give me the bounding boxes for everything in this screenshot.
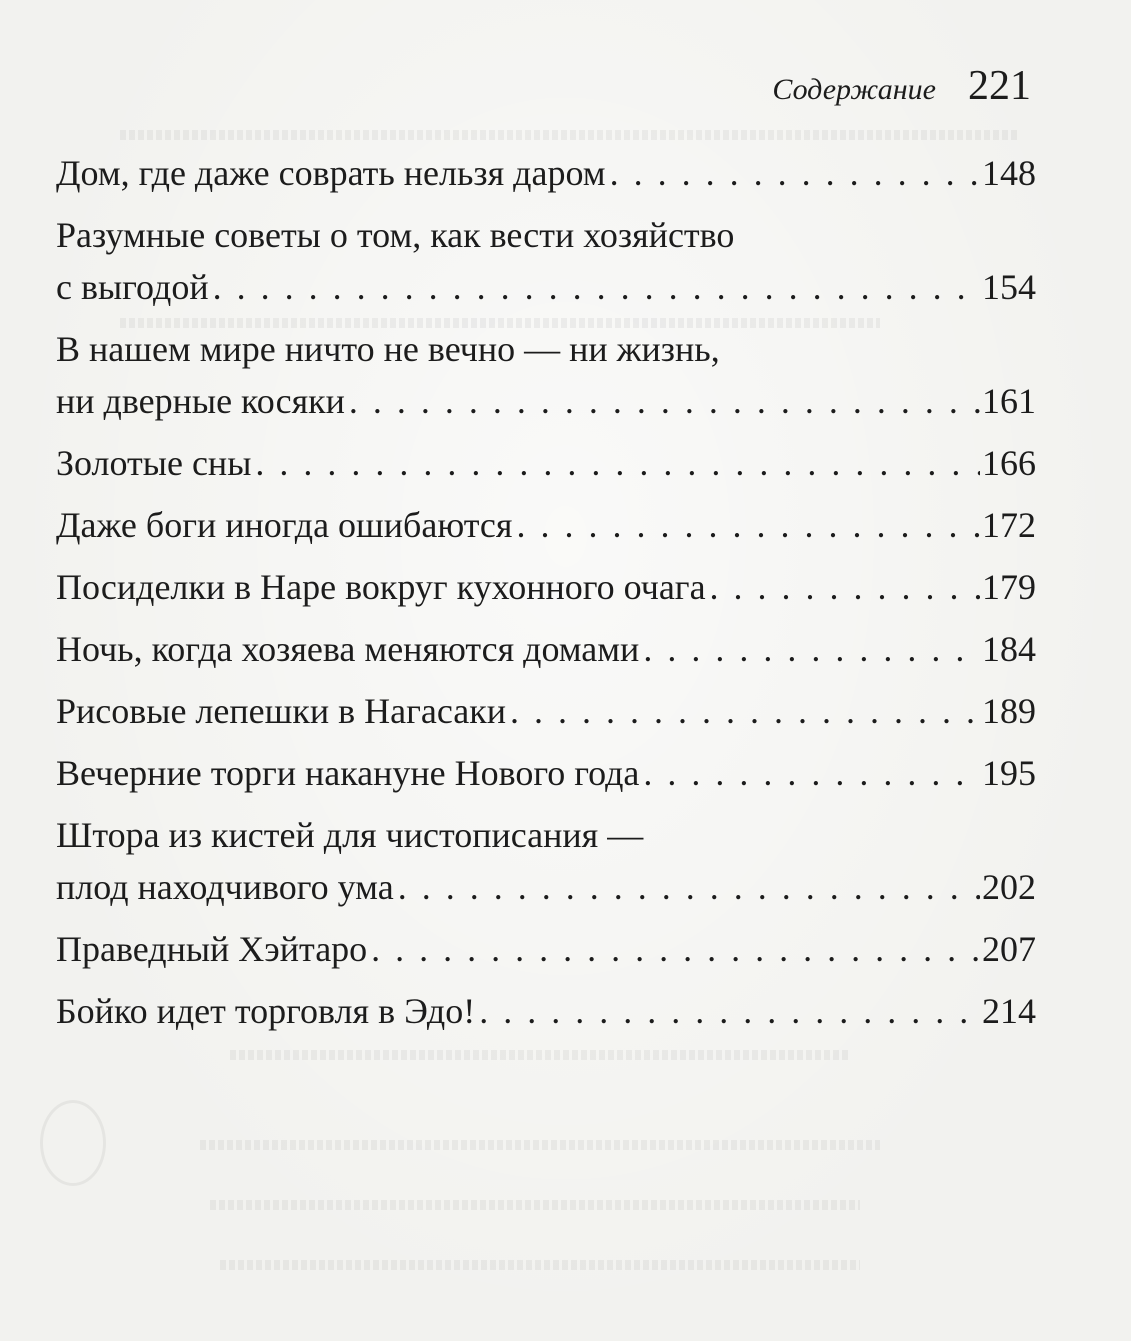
leader-dots: [213, 264, 980, 310]
toc-entry-title-continued: плод находчивого ума: [56, 867, 394, 907]
leader-dots: [398, 864, 980, 910]
toc-entry: [56, 326, 1036, 424]
toc-entry-page: 179: [982, 567, 1036, 607]
running-header: [772, 62, 1031, 110]
toc-entry-title-continued: с выгодой: [56, 267, 209, 307]
toc-entry-title: Даже боги иногда ошибаются: [56, 505, 513, 545]
bleed-through-mark: [40, 1100, 106, 1186]
bleed-through-line: [210, 1200, 860, 1210]
toc-entry: [56, 626, 1036, 672]
toc-entry-page: 172: [982, 505, 1036, 545]
leader-dots: [479, 988, 980, 1034]
toc-entry: [56, 688, 1036, 734]
toc-entry: [56, 150, 1036, 196]
leader-dots: [710, 564, 980, 610]
toc-entry-title: Праведный Хэйтаро: [56, 929, 368, 969]
toc-entry: [56, 988, 1036, 1034]
toc-entry-page: 166: [982, 443, 1036, 483]
toc-entry-title: Золотые сны: [56, 443, 252, 483]
toc-entry-page: 202: [982, 867, 1036, 907]
toc-entry: [56, 502, 1036, 548]
leader-dots: [643, 626, 980, 672]
leader-dots: [349, 378, 980, 424]
toc-entry-title: Посиделки в Наре вокруг кухонного очага: [56, 567, 706, 607]
toc-entry-page: 148: [982, 153, 1036, 193]
toc-entry-page: 195: [982, 753, 1036, 793]
leader-dots: [516, 502, 980, 548]
toc-entry: [56, 750, 1036, 796]
toc-entry-title: Штора из кистей для чистописания —: [56, 815, 644, 855]
leader-dots: [255, 440, 980, 486]
leader-dots: [510, 688, 980, 734]
toc-entry-title: Ночь, когда хозяева меняются домами: [56, 629, 640, 669]
page-number: 221: [968, 63, 1031, 109]
toc-entry: [56, 926, 1036, 972]
toc-entry-page: 161: [982, 381, 1036, 421]
toc-entry-page: 189: [982, 691, 1036, 731]
toc-entry-title: Разумные советы о том, как вести хозяйство: [56, 215, 735, 255]
toc-entry-title: Рисовые лепешки в Нагасаки: [56, 691, 506, 731]
bleed-through-line: [230, 1050, 850, 1060]
toc-entry-title: Дом, где даже соврать нельзя даром: [56, 153, 606, 193]
toc-entry: [56, 812, 1036, 910]
toc-entry-page: 214: [982, 991, 1036, 1031]
toc-entry-page: 184: [982, 629, 1036, 669]
toc-entry-page: 154: [982, 267, 1036, 307]
toc-entry: [56, 564, 1036, 610]
toc-entry-page: 207: [982, 929, 1036, 969]
leader-dots: [610, 150, 980, 196]
bleed-through-line: [120, 130, 1020, 140]
table-of-contents: [56, 150, 1036, 1050]
toc-entry-title: Вечерние торги накануне Нового года: [56, 753, 640, 793]
toc-entry-title: Бойко идет торговля в Эдо!: [56, 991, 476, 1031]
section-title: Содержание: [772, 73, 936, 106]
toc-entry: [56, 212, 1036, 310]
toc-entry: [56, 440, 1036, 486]
bleed-through-line: [200, 1140, 880, 1150]
toc-entry-title: В нашем мире ничто не вечно — ни жизнь,: [56, 329, 720, 369]
bleed-through-line: [220, 1260, 860, 1270]
toc-entry-title-continued: ни дверные косяки: [56, 381, 345, 421]
leader-dots: [643, 750, 980, 796]
leader-dots: [371, 926, 980, 972]
